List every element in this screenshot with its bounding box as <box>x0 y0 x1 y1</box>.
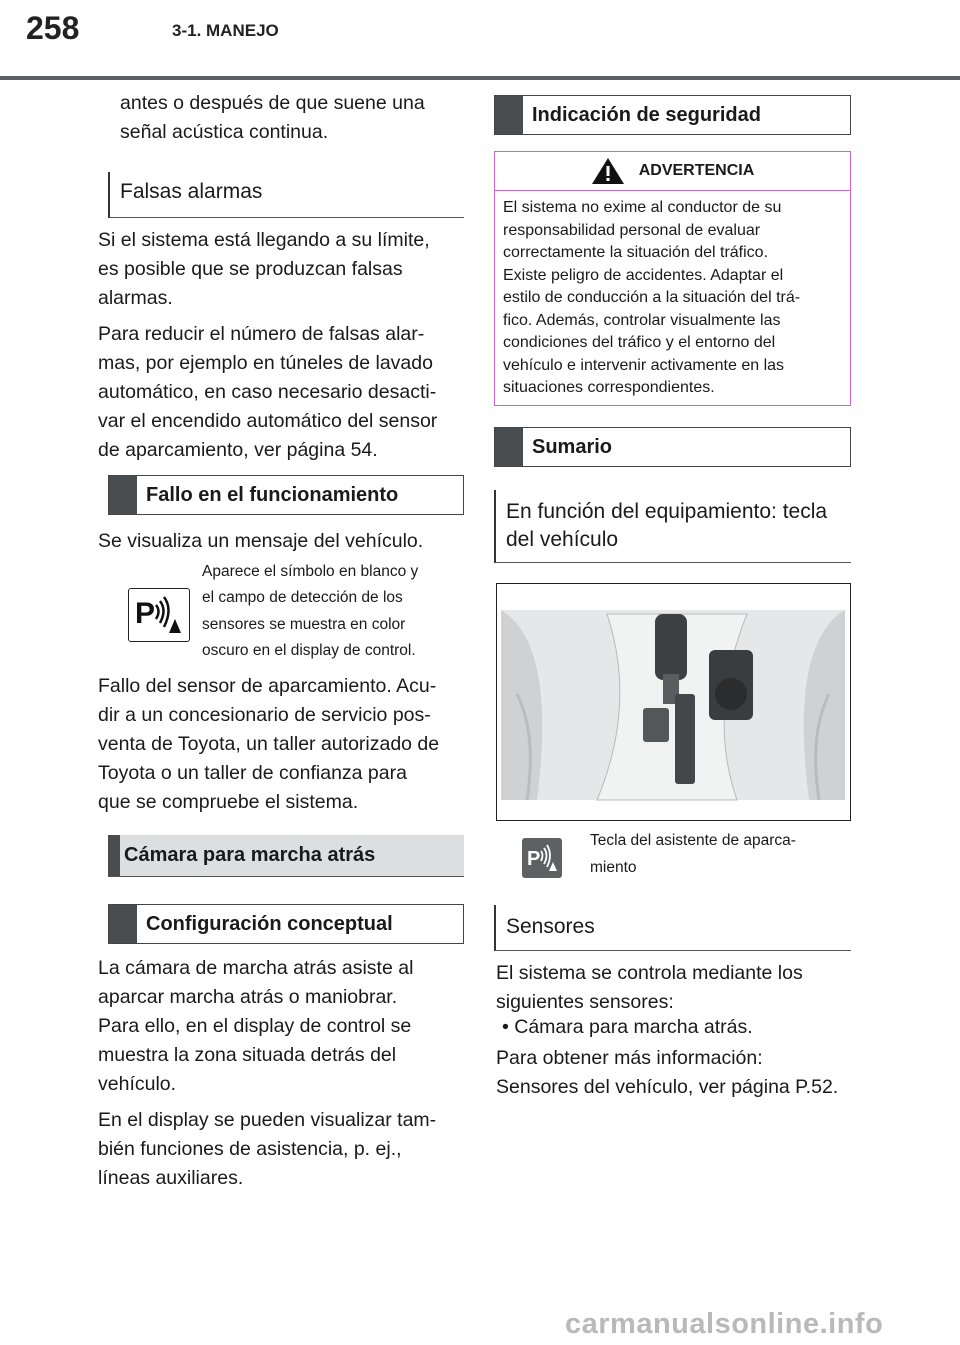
sumario-title: Sumario <box>532 435 613 458</box>
warning-box <box>494 151 851 406</box>
sensores-bullet: • Cámara para marcha atrás. <box>502 1016 753 1038</box>
park-assist-button-icon <box>522 838 562 878</box>
header-rule <box>0 76 960 80</box>
falsas-p2-line-1: Para reducir el número de falsas alar- <box>98 323 425 345</box>
center-console-photo <box>496 583 851 821</box>
falsas-p1-line-1: Si el sistema está llegando a su límite, <box>98 229 430 251</box>
icon-caption-line-4: oscuro en el display de control. <box>202 642 416 659</box>
warning-line: estilo de conducción a la situación del trá- <box>503 289 801 306</box>
fallo-p2-line-2: dir a un concesionario de servicio pos- <box>98 704 431 726</box>
config-p1-line-5: vehículo. <box>98 1073 177 1095</box>
warning-header <box>495 152 850 191</box>
warning-title: ADVERTENCIA <box>638 162 755 179</box>
falsas-p2-line-3: automático, en caso necesario desacti- <box>98 381 437 403</box>
config-p1-line-3: Para ello, en el display de control se <box>98 1015 412 1037</box>
fallo-title: Fallo en el funcionamiento <box>146 483 399 506</box>
warning-triangle-icon <box>591 157 625 185</box>
configuracion-heading <box>108 904 464 944</box>
page-number: 258 <box>26 10 80 46</box>
warning-line: condiciones del tráfico y el entorno del <box>503 334 776 351</box>
camara-title: Cámara para marcha atrás <box>124 844 376 866</box>
falsas-p1-line-2: es posible que se produzcan falsas <box>98 258 403 280</box>
warning-line: situaciones correspondientes. <box>503 379 715 396</box>
heading-block <box>495 428 523 466</box>
falsas-p2-line-2: mas, por ejemplo en túneles de lavado <box>98 352 433 374</box>
warning-line: correctamente la situación del tráfico. <box>503 244 769 261</box>
sensores-p2-line-2: Sensores del vehículo, ver página P.52. <box>496 1076 839 1098</box>
icon-caption-line-1: Aparece el símbolo en blanco y <box>202 563 419 580</box>
center-console-illustration <box>497 584 849 819</box>
warning-line: fico. Además, controlar visualmente las <box>503 311 781 329</box>
falsas-p2-line-4: var el encendido automático del sensor <box>98 410 438 432</box>
equipamiento-title-line-2: del vehículo <box>506 528 619 551</box>
config-p1-line-4: muestra la zona situada detrás del <box>98 1044 397 1066</box>
fallo-p2-line-3: venta de Toyota, un taller autorizado de <box>98 733 440 755</box>
config-p2-line-3: líneas auxiliares. <box>98 1167 244 1189</box>
icon-caption-line-3: sensores se muestra en color <box>202 616 406 633</box>
heading-block <box>108 835 120 876</box>
heading-block <box>109 476 137 514</box>
heading-block <box>495 96 523 134</box>
config-p1-line-2: aparcar marcha atrás o maniobrar. <box>98 986 398 1008</box>
config-p2-line-2: bién funciones de asistencia, p. ej., <box>98 1138 402 1160</box>
fallo-p2-line-5: que se compruebe el sistema. <box>98 791 359 813</box>
sumario-heading <box>494 427 851 467</box>
tecla-caption-line-1: Tecla del asistente de aparca- <box>590 832 796 849</box>
svg-text:P: P <box>135 597 156 630</box>
configuracion-title: Configuración conceptual <box>146 912 393 935</box>
falsas-alarmas-title: Falsas alarmas <box>120 180 263 203</box>
sensores-heading <box>494 905 851 951</box>
fallo-heading <box>108 475 464 515</box>
warning-line: El sistema no exime al conductor de su <box>503 199 782 216</box>
equipamiento-title-line-1: En función del equipamiento: tecla <box>506 500 828 523</box>
fallo-p2-line-1: Fallo del sensor de aparcamiento. Acu- <box>98 675 437 697</box>
falsas-p2-line-5: de aparcamiento, ver página 54. <box>98 439 378 461</box>
intro-line-2: señal acústica continua. <box>120 121 329 143</box>
equipamiento-heading <box>494 490 851 563</box>
watermark: carmanualsonline.info <box>565 1308 884 1340</box>
warning-line: vehículo e intervenir activamente en las <box>503 356 785 374</box>
svg-text:P: P <box>527 848 541 870</box>
warning-body <box>495 191 850 400</box>
seguridad-title: Indicación de seguridad <box>532 103 761 126</box>
warning-line: responsabilidad personal de evaluar <box>503 221 761 239</box>
section-label: 3-1. MANEJO <box>172 21 279 40</box>
camara-heading <box>108 835 464 877</box>
falsas-alarmas-heading <box>108 172 464 218</box>
icon-caption-line-2: el campo de detección de los <box>202 589 403 606</box>
sensores-title: Sensores <box>506 915 595 938</box>
page-header <box>0 0 960 80</box>
config-p1-line-1: La cámara de marcha atrás asiste al <box>98 957 414 979</box>
sensores-p1-line-2: siguientes sensores: <box>496 991 674 1013</box>
tecla-caption-line-2: miento <box>590 859 637 876</box>
sensores-p1-line-1: El sistema se controla mediante los <box>496 962 803 984</box>
fallo-p1: Se visualiza un mensaje del vehículo. <box>98 530 424 552</box>
sensores-p2-line-1: Para obtener más información: <box>496 1047 763 1069</box>
warning-line: Existe peligro de accidentes. Adaptar el <box>503 266 784 284</box>
seguridad-heading <box>494 95 851 135</box>
config-p2-line-1: En el display se pueden visualizar tam- <box>98 1109 437 1131</box>
falsas-p1-line-3: alarmas. <box>98 287 173 309</box>
fallo-p2-line-4: Toyota o un taller de confianza para <box>98 762 407 784</box>
park-assist-warning-icon <box>128 588 190 642</box>
heading-block <box>109 905 137 943</box>
intro-line-1: antes o después de que suene una <box>120 92 425 114</box>
